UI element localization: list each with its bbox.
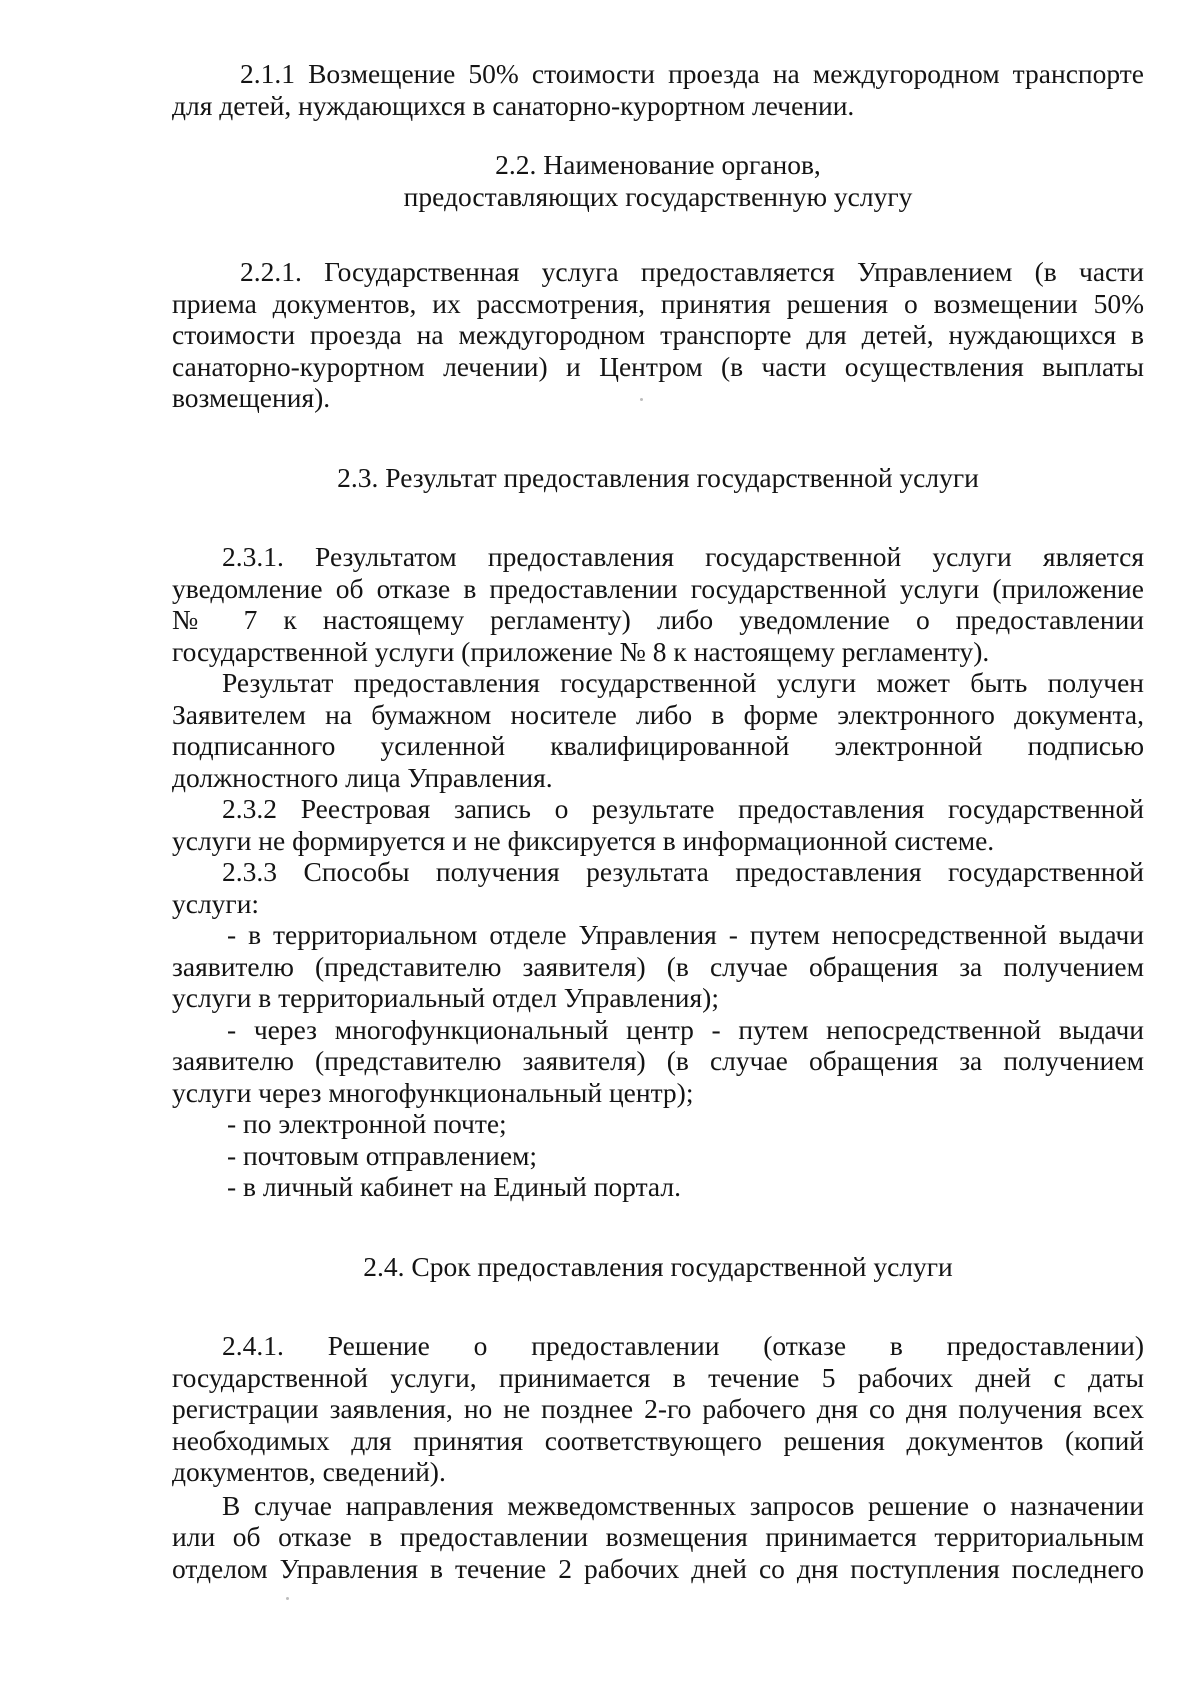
paragraph-line: приема документов, их рассмотрения, принятия решения о возмещении 50% [172,287,1144,319]
paragraph-line: 2.4.1. Решение о предоставлении (отказе в предоставлении) [222,1330,1144,1361]
list-item-line: - через многофункциональный центр - путем непосредственной выдачи [227,1013,1144,1045]
document-body [172,58,1144,1584]
spacer [172,1282,1144,1330]
list-item-line: услуги в территориальный отдел Управления); [172,982,719,1013]
paragraph-2-3-3 [172,856,1144,919]
list-item [172,919,1144,1014]
paragraph-line: для детей, нуждающихся в санаторно-курортном лечении. [172,89,855,121]
paragraph-line: 2.2.1. Государственная услуга предоставляется Управлением (в части [240,256,1144,287]
list-item: - по электронной почте; [227,1108,507,1139]
paragraph-line: санаторно-курортном лечении) и Центром (в части осуществления выплаты [172,350,1144,382]
section-heading-2-3: 2.3. Результат предоставления государственной услуги [337,461,979,493]
heading-line: предоставляющих государственную услугу [403,180,913,212]
paragraph-line: отделом Управления в течение 2 рабочих дней со дня поступления последнего [172,1552,1144,1584]
paragraph-line: Результат предоставления государственной услуги может быть получен [222,667,1144,698]
paragraph-2-1-1 [172,58,1144,121]
paragraph-line: № 7 к настоящему регламенту) либо уведомление о предоставлении [172,604,1144,635]
paragraph-line: или об отказе в предоставлении возмещения принимается территориальным [172,1521,1144,1552]
scan-speck [640,398,643,401]
spacer [172,212,1144,256]
paragraph-line: государственной услуги, принимается в течение 5 рабочих дней с даты [172,1361,1144,1393]
paragraph-2-3-1-result [172,667,1144,793]
paragraph-line: стоимости проезда на междугородном транспорте для детей, нуждающихся в [172,319,1144,350]
paragraph-line: 2.3.3 Способы получения результата предоставления государственной [222,856,1144,887]
paragraph-line: необходимых для принятия соответствующего решения документов (копий [172,1424,1144,1456]
paragraph-2-3-1 [172,541,1144,667]
list-item-line: заявителю (представителю заявителя) (в случае обращения за получением [172,950,1144,982]
list-item-line: - в территориальном отделе Управления - путем непосредственной выдачи [227,919,1144,950]
paragraph-line: уведомление об отказе в предоставлении государственной услуги (приложение [172,572,1144,604]
paragraph-2-4-1-interagency [172,1490,1144,1585]
list-item [172,1014,1144,1109]
paragraph-line: услуги: [172,887,260,919]
list-item: - в личный кабинет на Единый портал. [227,1171,681,1202]
list-item: - почтовым отправлением; [227,1139,538,1171]
heading-line: 2.2. Наименование органов, [495,149,821,180]
paragraph-line: 2.3.1. Результатом предоставления государственной услуги является [222,541,1144,572]
scan-speck [286,1597,289,1600]
paragraph-line: В случае направления межведомственных запросов решение о назначении [222,1489,1144,1521]
paragraph-line: должностного лица Управления. [172,761,553,793]
paragraph-line: услуги не формируется и не фиксируется в информационной системе. [172,824,995,856]
spacer [172,493,1144,541]
paragraph-line: возмещения). [172,382,331,413]
paragraph-line: Заявителем на бумажном носителе либо в форме электронного документа, [172,698,1144,730]
spacer [172,1203,1144,1251]
paragraph-2-2-1 [172,256,1144,414]
paragraph-line: государственной услуги (приложение № 8 к настоящему регламенту). [172,635,990,667]
paragraph-line: 2.3.2 Реестровая запись о результате предоставления государственной [222,793,1144,824]
paragraph-line: 2.1.1 Возмещение 50% стоимости проезда на междугородном транспорте [240,58,1144,89]
list-item-line: заявителю (представителю заявителя) (в случае обращения за получением [172,1045,1144,1076]
paragraph-2-3-2 [172,793,1144,856]
spacer [172,414,1144,462]
spacer [172,121,1144,149]
paragraph-line: регистрации заявления, но не позднее 2-го рабочего дня со дня получения всех [172,1393,1144,1424]
list-item-line: услуги через многофункциональный центр); [172,1076,694,1108]
paragraph-line: документов, сведений). [172,1456,446,1487]
paragraph-line: подписанного усиленной квалифицированной электронной подписью [172,730,1144,761]
section-heading-2-2 [172,149,1144,212]
paragraph-2-4-1 [172,1330,1144,1488]
section-heading-2-4: 2.4. Срок предоставления государственной услуги [363,1250,953,1282]
